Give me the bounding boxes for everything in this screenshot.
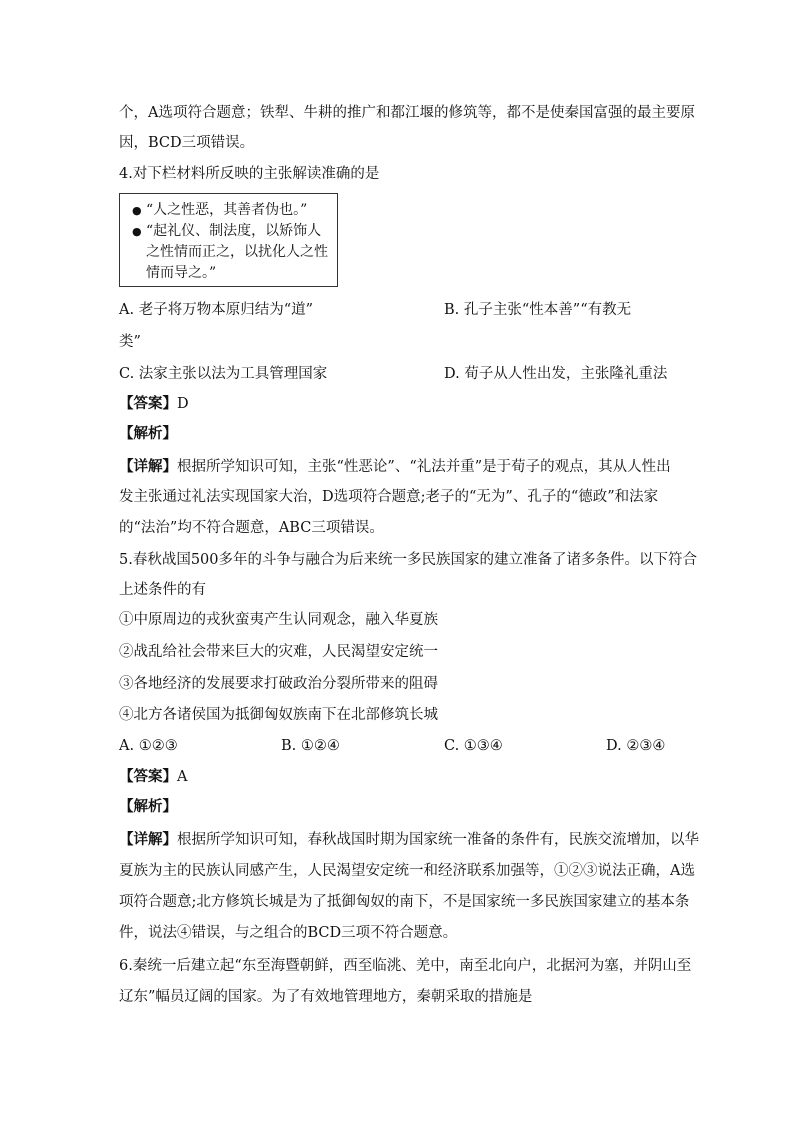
q5-detail-4: 件，说法④错误，与之组合的BCD三项不符合题意。 — [119, 925, 458, 941]
q5-option-c: C. ①③④ — [444, 738, 503, 754]
intro-line-2: 因，BCD三项错误。 — [119, 135, 255, 151]
quote-text-cont: 情而导之。” — [146, 265, 217, 281]
q6-stem-1: 6.秦统一后建立起“东至海暨朝鲜，西至临洮、羌中，南至北向户，北据河为塞，并阴山至 — [119, 958, 692, 974]
analysis-tag: 【解析】 — [119, 425, 177, 442]
detail-text: 根据所学知识可知，主张“性恶论”、“礼法并重”是于荀子的观点，其从人性出 — [177, 459, 671, 475]
q5-analysis — [119, 797, 177, 817]
q5-option-b: B. ①②④ — [281, 738, 340, 754]
q5-item-2: ②战乱给社会带来巨大的灾难，人民渴望安定统一 — [119, 644, 438, 660]
analysis-tag: 【解析】 — [119, 798, 177, 815]
q5-option-a: A. ①②③ — [119, 738, 178, 754]
answer-tag: 【答案】 — [119, 395, 177, 412]
q5-item-1: ①中原周边的戎狄蛮夷产生认同观念，融入华夏族 — [119, 612, 438, 628]
q4-answer — [119, 394, 189, 414]
q4-option-b: B. 孔子主张“性本善”“有教无 — [444, 302, 632, 318]
q5-stem-1: 5.春秋战国500多年的斗争与融合为后来统一多民族国家的建立准备了诸多条件。以下符合 — [119, 552, 698, 568]
q4-detail-2: 发主张通过礼法实现国家大治，D选项符合题意;老子的“无为”、孔子的“德政”和法家 — [119, 489, 659, 505]
intro-line-1: 个，A选项符合题意；铁犁、牛耕的推广和都江堰的修筑等，都不是使秦国富强的最主要原 — [119, 105, 695, 121]
quote-item — [132, 200, 337, 221]
detail-text: 根据所学知识可知，春秋战国时期为国家统一准备的条件有，民族交流增加，以华 — [177, 832, 699, 848]
quote-text-cont: 之性情而正之，以扰化人之性 — [146, 244, 328, 260]
q5-option-d: D. ②③④ — [606, 738, 666, 754]
q5-stem-2: 上述条件的有 — [119, 582, 206, 598]
q5-item-3: ③各地经济的发展要求打破政治分裂所带来的阻碍 — [119, 676, 438, 692]
answer-tag: 【答案】 — [119, 768, 177, 785]
q5-answer — [119, 767, 187, 787]
q6-stem-2: 辽东”幅员辽阔的国家。为了有效地管理地方，秦朝采取的措施是 — [119, 989, 533, 1005]
q5-item-4: ④北方各诸侯国为抵御匈奴族南下在北部修筑长城 — [119, 707, 438, 723]
q4-analysis — [119, 424, 177, 444]
quote-text: “人之性恶，其善者伪也。” — [146, 202, 308, 218]
q4-option-c: C. 法家主张以法为工具管理国家 — [119, 366, 328, 382]
detail-tag: 【详解】 — [119, 458, 177, 475]
q4-option-a: A. 老子将万物本原归结为“道” — [119, 302, 314, 318]
q5-detail-3: 项符合题意;北方修筑长城是为了抵御匈奴的南下，不是国家统一多民族国家建立的基本条 — [119, 894, 690, 910]
quote-item — [132, 221, 337, 242]
q4-detail-3: 的“法治”均不符合题意，ABC三项错误。 — [119, 520, 384, 536]
q4-quote-box — [119, 193, 338, 287]
detail-tag: 【详解】 — [119, 831, 177, 848]
q4-option-d: D. 荀子从人性出发，主张隆礼重法 — [444, 366, 668, 382]
q5-detail-1 — [119, 830, 699, 850]
answer-value: A — [177, 769, 188, 785]
quote-text: “起礼仪、制法度，以矫饰人 — [146, 223, 322, 239]
bullet-icon: ● — [132, 225, 142, 238]
q4-option-b-cont: 类” — [119, 334, 141, 350]
answer-value: D — [177, 396, 189, 412]
q5-detail-2: 夏族为主的民族认同感产生，人民渴望安定统一和经济联系加强等，①②③说法正确，A选 — [119, 863, 695, 879]
q4-detail-1 — [119, 457, 671, 477]
bullet-icon: ● — [132, 204, 142, 217]
q4-stem: 4.对下栏材料所反映的主张解读准确的是 — [119, 166, 380, 182]
